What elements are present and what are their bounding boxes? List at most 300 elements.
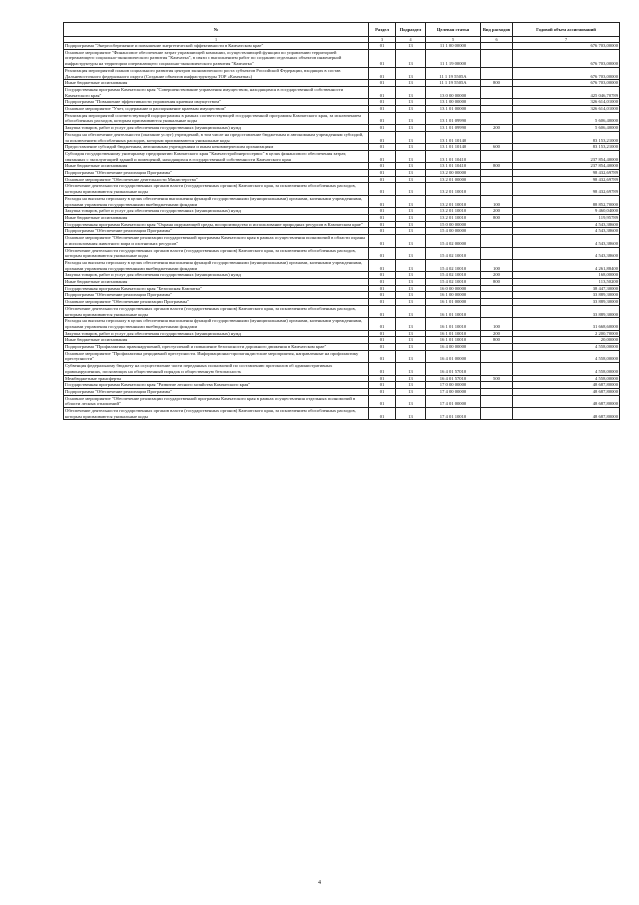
cell-name: Подпрограмма "Профилактика правонарушений, преступлений и повышение безопасности дорожного движения в Камчатском крае" [64, 344, 369, 351]
cell-target-article: 13 2 01 10010 [426, 195, 481, 207]
cell-amount: 4 558,00000 [513, 363, 620, 375]
cell-name: Расходы на выплаты персоналу в целях обеспечения выполнения функций государственными (муниципальными) органами, казенными учреждениями, органами управления государственными внебюджетными фондами [64, 318, 369, 330]
cell-podrazdel: 13 [396, 408, 426, 420]
cell-razdel: 01 [369, 170, 396, 177]
cell-expense-type [481, 395, 513, 407]
cell-amount: 2 200,70000 [513, 330, 620, 337]
cell-razdel: 01 [369, 106, 396, 113]
table-header-row [64, 23, 620, 37]
table-row [64, 99, 620, 106]
cell-name: Подпрограмма "Обеспечение реализации Программы" [64, 292, 369, 299]
table-row [64, 49, 620, 67]
cell-target-article: 13 1 01 10410 [426, 150, 481, 162]
column-number: 1 [64, 37, 369, 43]
header-podrazdel: Подраздел [396, 23, 426, 37]
cell-razdel: 01 [369, 344, 396, 351]
table-row [64, 195, 620, 207]
cell-expense-type [481, 49, 513, 67]
cell-name: Закупка товаров, работ и услуг для обеспечения государственных (муниципальных) нужд [64, 330, 369, 337]
cell-razdel: 01 [369, 67, 396, 79]
cell-razdel: 01 [369, 163, 396, 170]
cell-target-article: 13 0 00 00000 [426, 86, 481, 98]
cell-podrazdel: 13 [396, 195, 426, 207]
cell-podrazdel: 13 [396, 176, 426, 183]
cell-name: Подпрограмма "Энергосбережение и повышение энергетической эффективности в Камчатском крае" [64, 43, 369, 50]
cell-target-article: 16 1 01 10010 [426, 330, 481, 337]
cell-expense-type: 100 [481, 318, 513, 330]
cell-razdel: 01 [369, 318, 396, 330]
column-number: 3 [369, 37, 396, 43]
cell-razdel: 01 [369, 350, 396, 362]
cell-expense-type [481, 305, 513, 317]
cell-target-article: 13 1 00 00000 [426, 99, 481, 106]
table-row [64, 408, 620, 420]
cell-name: Основное мероприятие "Обеспечение деятельности Министерства" [64, 176, 369, 183]
cell-expense-type: 100 [481, 259, 513, 271]
cell-amount: 38 447,30000 [513, 285, 620, 292]
cell-target-article: 17 4 01 00000 [426, 395, 481, 407]
cell-razdel: 01 [369, 144, 396, 151]
cell-target-article: 17 0 00 00000 [426, 382, 481, 389]
cell-expense-type: 600 [481, 144, 513, 151]
table-row [64, 363, 620, 375]
cell-razdel: 01 [369, 408, 396, 420]
column-number: 7 [513, 37, 620, 43]
cell-amount: 237 854,40000 [513, 163, 620, 170]
cell-name: Обеспечение деятельности государственных органов власти (государственных органов) Камчатского края, за исключением обособленных расходов, которым присваиваются уникальные коды [64, 183, 369, 195]
cell-amount: 98 432,69789 [513, 183, 620, 195]
cell-expense-type [481, 150, 513, 162]
cell-razdel: 01 [369, 330, 396, 337]
cell-amount: 88 852,70000 [513, 195, 620, 207]
cell-amount: 33 889,30000 [513, 299, 620, 306]
cell-podrazdel: 13 [396, 183, 426, 195]
cell-name: Субвенция федеральному бюджету на осуществление части переданных полномочий по составлению протоколов об административных правонарушениях, посягающих на общественный порядок и общественную безопасность [64, 363, 369, 375]
cell-name: Обеспечение деятельности государственных органов власти (государственных органов) Камчатского края, за исключением обособленных расходов, которым присваиваются уникальные коды [64, 247, 369, 259]
budget-table [63, 22, 620, 420]
cell-name: Предоставление субсидий бюджетным, автономным учреждениям и иным некоммерческим организациям [64, 144, 369, 151]
cell-name: Подпрограмма "Обеспечение реализации Программы" [64, 170, 369, 177]
cell-expense-type [481, 112, 513, 124]
table-row [64, 106, 620, 113]
cell-podrazdel: 13 [396, 125, 426, 132]
cell-target-article: 13 2 01 10010 [426, 208, 481, 215]
table-row [64, 395, 620, 407]
cell-amount: 676 703,00000 [513, 67, 620, 79]
cell-name: Государственная программа Камчатского края "Развитие лесного хозяйства Камчатского края" [64, 382, 369, 389]
table-row [64, 163, 620, 170]
cell-expense-type [481, 350, 513, 362]
cell-name: Расходы на обеспечение деятельности (оказание услуг) учреждений, в том числе на предоставление бюджетным и автономным учреждениям субсидий, за исключением обособленных расходов, которым присваиваются уникальные коды [64, 131, 369, 143]
cell-name: Иные бюджетные ассигнования [64, 337, 369, 344]
cell-expense-type [481, 292, 513, 299]
cell-target-article: 13 2 01 00000 [426, 176, 481, 183]
cell-expense-type [481, 299, 513, 306]
cell-razdel: 01 [369, 363, 396, 375]
cell-name: Закупка товаров, работ и услуг для обеспечения государственных (муниципальных) нужд [64, 125, 369, 132]
cell-expense-type [481, 247, 513, 259]
table-row [64, 382, 620, 389]
cell-target-article: 13 1 01 10410 [426, 163, 481, 170]
cell-target-article: 15 4 02 10010 [426, 272, 481, 279]
cell-razdel: 01 [369, 125, 396, 132]
cell-podrazdel: 13 [396, 235, 426, 247]
cell-razdel: 01 [369, 382, 396, 389]
cell-target-article: 16 0 00 00000 [426, 285, 481, 292]
header-expense-type: Вид расходов [481, 23, 513, 37]
cell-name: Основное мероприятие "Обеспечение реализации Программы" [64, 299, 369, 306]
cell-podrazdel: 13 [396, 131, 426, 143]
cell-expense-type: 200 [481, 272, 513, 279]
cell-podrazdel: 13 [396, 247, 426, 259]
cell-podrazdel: 13 [396, 150, 426, 162]
cell-razdel: 01 [369, 235, 396, 247]
cell-expense-type: 800 [481, 163, 513, 170]
table-row [64, 279, 620, 286]
cell-target-article: 17 4 00 00000 [426, 388, 481, 395]
cell-razdel: 01 [369, 228, 396, 235]
cell-target-article: 16 1 01 10010 [426, 318, 481, 330]
cell-target-article: 13 2 00 00000 [426, 170, 481, 177]
header-razdel: Раздел [369, 23, 396, 37]
cell-razdel: 01 [369, 221, 396, 228]
cell-amount: 4 543,38600 [513, 247, 620, 259]
cell-expense-type: 800 [481, 214, 513, 221]
cell-razdel: 01 [369, 375, 396, 382]
cell-target-article: 15 0 00 00000 [426, 221, 481, 228]
cell-expense-type [481, 408, 513, 420]
cell-target-article: 16 1 01 00000 [426, 299, 481, 306]
cell-podrazdel: 13 [396, 259, 426, 271]
cell-podrazdel: 13 [396, 163, 426, 170]
cell-name: Иные бюджетные ассигнования [64, 163, 369, 170]
cell-podrazdel: 13 [396, 382, 426, 389]
cell-razdel: 01 [369, 150, 396, 162]
cell-target-article: 16 1 01 10010 [426, 305, 481, 317]
cell-razdel: 01 [369, 259, 396, 271]
table-row [64, 170, 620, 177]
cell-amount: 83 153,21000 [513, 131, 620, 143]
cell-razdel: 01 [369, 337, 396, 344]
cell-target-article: 11 1 19 5505A [426, 67, 481, 79]
cell-amount: 4 261,88400 [513, 259, 620, 271]
cell-razdel: 01 [369, 272, 396, 279]
cell-target-article: 16 1 00 00000 [426, 292, 481, 299]
table-body [64, 43, 620, 420]
cell-amount: 33 889,30000 [513, 292, 620, 299]
cell-expense-type [481, 131, 513, 143]
cell-podrazdel: 13 [396, 221, 426, 228]
cell-name: Закупка товаров, работ и услуг для обеспечения государственных (муниципальных) нужд [64, 208, 369, 215]
table-row [64, 292, 620, 299]
cell-podrazdel: 13 [396, 318, 426, 330]
cell-name: Основное мероприятие "Обеспечение реализации государственной программы Камчатского края в рамках осуществления отдельных полномочий в области лесных отношений" [64, 395, 369, 407]
cell-amount: 98 432,69789 [513, 170, 620, 177]
cell-expense-type: 100 [481, 195, 513, 207]
cell-podrazdel: 13 [396, 285, 426, 292]
cell-amount: 676 703,00000 [513, 49, 620, 67]
cell-amount: 4 558,00000 [513, 350, 620, 362]
cell-podrazdel: 13 [396, 99, 426, 106]
cell-expense-type [481, 221, 513, 228]
table-row [64, 208, 620, 215]
cell-razdel: 01 [369, 247, 396, 259]
cell-razdel: 01 [369, 176, 396, 183]
cell-expense-type: 200 [481, 125, 513, 132]
cell-podrazdel: 13 [396, 330, 426, 337]
cell-name: Расходы на выплаты персоналу в целях обеспечения выполнения функций государственными (муниципальными) органами, казенными учреждениями, органами управления государственными внебюджетными фондами [64, 195, 369, 207]
cell-target-article: 16 4 00 00000 [426, 344, 481, 351]
cell-expense-type [481, 183, 513, 195]
cell-amount: 4 543,38600 [513, 221, 620, 228]
cell-name: Реализация мероприятий соответствующей подпрограммы в рамках соответствующей государственной программы Камчатского края, за исключением обособленных расходов, которым присваиваются уникальные коды [64, 112, 369, 124]
cell-expense-type [481, 363, 513, 375]
table-row [64, 150, 620, 162]
cell-amount: 9 460,04000 [513, 208, 620, 215]
cell-podrazdel: 13 [396, 80, 426, 87]
cell-name: Обеспечение деятельности государственных органов власти (государственных органов) Камчатского края, за исключением обособленных расходов, которым присваиваются уникальные коды [64, 408, 369, 420]
cell-target-article: 15 4 00 00000 [426, 228, 481, 235]
cell-name: Основное мероприятие "Финансовое обеспечение затрат управляющей компании, осуществляющей функции по управлению территорией опережающего социально-экономического развития "Камчатка", в связи с выполнением работ по созданию отдельных объектов инженерной инфраструктуры на территории опережающего социально-экономического развития "Камчатка" [64, 49, 369, 67]
table-row [64, 112, 620, 124]
cell-expense-type [481, 106, 513, 113]
cell-target-article: 16 4 01 57010 [426, 375, 481, 382]
cell-razdel: 01 [369, 195, 396, 207]
cell-podrazdel: 13 [396, 272, 426, 279]
header-target-article: Целевая статья [426, 23, 481, 37]
cell-amount: 425 046,70789 [513, 86, 620, 98]
cell-amount: 119,95789 [513, 214, 620, 221]
cell-name: Государственная программа Камчатского края "Совершенствование управления имуществом, находящимся в государственной собственности Камчатского края" [64, 86, 369, 98]
cell-podrazdel: 13 [396, 292, 426, 299]
cell-amount: 83 153,21000 [513, 144, 620, 151]
table-row [64, 86, 620, 98]
cell-name: Межбюджетные трансферты [64, 375, 369, 382]
cell-name: Подпрограмма "Повышение эффективности управления краевым имуществом" [64, 99, 369, 106]
cell-expense-type [481, 170, 513, 177]
table-row [64, 176, 620, 183]
cell-expense-type [481, 235, 513, 247]
cell-razdel: 01 [369, 388, 396, 395]
cell-amount: 326 614,01000 [513, 106, 620, 113]
cell-name: Подпрограмма "Обеспечение реализации Программы" [64, 388, 369, 395]
cell-amount: 113,50200 [513, 279, 620, 286]
cell-expense-type: 500 [481, 375, 513, 382]
column-number: 5 [426, 37, 481, 43]
cell-name: Закупка товаров, работ и услуг для обеспечения государственных (муниципальных) нужд [64, 272, 369, 279]
table-row [64, 43, 620, 50]
cell-amount: 5 606,40000 [513, 112, 620, 124]
cell-target-article: 17 4 01 10010 [426, 408, 481, 420]
cell-amount: 48 687,80000 [513, 382, 620, 389]
cell-target-article: 15 4 02 10010 [426, 259, 481, 271]
cell-target-article: 16 4 01 57010 [426, 363, 481, 375]
cell-target-article: 13 1 01 09990 [426, 112, 481, 124]
cell-name: Государственная программа Камчатского края "Безопасная Камчатка" [64, 285, 369, 292]
cell-podrazdel: 13 [396, 305, 426, 317]
column-number: 4 [396, 37, 426, 43]
cell-razdel: 01 [369, 99, 396, 106]
cell-target-article: 13 1 01 10140 [426, 131, 481, 143]
cell-razdel: 01 [369, 49, 396, 67]
cell-target-article: 16 1 01 10010 [426, 337, 481, 344]
cell-podrazdel: 13 [396, 344, 426, 351]
cell-podrazdel: 13 [396, 43, 426, 50]
table-row [64, 144, 620, 151]
table-row [64, 80, 620, 87]
cell-razdel: 01 [369, 80, 396, 87]
cell-podrazdel: 13 [396, 86, 426, 98]
cell-target-article: 13 1 01 09990 [426, 125, 481, 132]
cell-target-article: 13 1 01 00000 [426, 106, 481, 113]
table-row [64, 285, 620, 292]
cell-amount: 237 854,40000 [513, 150, 620, 162]
cell-amount: 48 687,80000 [513, 408, 620, 420]
cell-name: Иные бюджетные ассигнования [64, 279, 369, 286]
cell-name: Подпрограмма "Обеспечение реализации Программы" [64, 228, 369, 235]
cell-podrazdel: 13 [396, 337, 426, 344]
table-row [64, 318, 620, 330]
cell-amount: 5 606,40000 [513, 125, 620, 132]
table-row [64, 214, 620, 221]
cell-name: Основное мероприятие "Учет, содержание и распоряжение краевым имуществом" [64, 106, 369, 113]
cell-expense-type [481, 388, 513, 395]
cell-podrazdel: 13 [396, 350, 426, 362]
cell-razdel: 01 [369, 279, 396, 286]
cell-amount: 326 614,01000 [513, 99, 620, 106]
cell-razdel: 01 [369, 43, 396, 50]
column-number: 6 [481, 37, 513, 43]
cell-target-article: 13 2 01 10010 [426, 214, 481, 221]
cell-name: Основное мероприятие "Обеспечение реализации государственной программы Камчатского края в рамках осуществления полномочий в области охраны и использования животного мира и охотничьих ресурсов" [64, 235, 369, 247]
cell-target-article: 11 1 19 00000 [426, 49, 481, 67]
cell-podrazdel: 13 [396, 112, 426, 124]
cell-name: Основное мероприятие "Профилактика рецидивной преступности. Информационно-пропагандистские мероприятия, направленные на профилактику преступности" [64, 350, 369, 362]
cell-expense-type [481, 43, 513, 50]
cell-podrazdel: 13 [396, 388, 426, 395]
cell-podrazdel: 13 [396, 208, 426, 215]
cell-amount: 168,00000 [513, 272, 620, 279]
table-row [64, 67, 620, 79]
cell-podrazdel: 13 [396, 49, 426, 67]
table-row [64, 344, 620, 351]
cell-name: Государственная программа Камчатского края "Охрана окружающей среды, воспроизводство и использование природных ресурсов в Камчатском крае" [64, 221, 369, 228]
cell-razdel: 01 [369, 112, 396, 124]
cell-amount: 4 543,38600 [513, 228, 620, 235]
cell-razdel: 01 [369, 183, 396, 195]
cell-amount: 33 889,30000 [513, 305, 620, 317]
cell-expense-type [481, 67, 513, 79]
cell-podrazdel: 13 [396, 144, 426, 151]
cell-razdel: 01 [369, 131, 396, 143]
cell-amount: 4 558,00000 [513, 375, 620, 382]
cell-target-article: 11 1 19 5505A [426, 80, 481, 87]
cell-podrazdel: 13 [396, 228, 426, 235]
cell-expense-type: 200 [481, 208, 513, 215]
cell-name: Субсидия государственному унитарному предприятию Камчатского края "Камчатстройэнергосервис" в целях финансового обеспечения затрат, связанных с эксплуатацией зданий и помещений, находящихся в государственной собственности Камчатского края [64, 150, 369, 162]
cell-amount: 4 558,00000 [513, 344, 620, 351]
cell-name: Иные бюджетные ассигнования [64, 214, 369, 221]
cell-target-article: 13 2 01 10010 [426, 183, 481, 195]
cell-name: Расходы на выплаты персоналу в целях обеспечения выполнения функций государственными (муниципальными) органами, казенными учреждениями, органами управления государственными внебюджетными фондами [64, 259, 369, 271]
table-row [64, 299, 620, 306]
cell-amount: 20,00000 [513, 337, 620, 344]
cell-amount: 98 432,69789 [513, 176, 620, 183]
cell-target-article: 11 1 00 00000 [426, 43, 481, 50]
cell-name: Обеспечение деятельности государственных органов власти (государственных органов) Камчатского края, за исключением обособленных расходов, которым присваиваются уникальные коды [64, 305, 369, 317]
table-row [64, 221, 620, 228]
cell-target-article: 15 4 02 00000 [426, 235, 481, 247]
cell-podrazdel: 13 [396, 299, 426, 306]
cell-amount: 48 687,80000 [513, 388, 620, 395]
cell-razdel: 01 [369, 299, 396, 306]
table-row [64, 125, 620, 132]
table-row [64, 228, 620, 235]
cell-expense-type [481, 382, 513, 389]
table-row [64, 375, 620, 382]
header-name: № [64, 23, 369, 37]
cell-amount: 676 703,00000 [513, 80, 620, 87]
table-row [64, 337, 620, 344]
table-row [64, 272, 620, 279]
cell-amount: 676 703,00000 [513, 43, 620, 50]
cell-razdel: 01 [369, 305, 396, 317]
cell-name: Иные бюджетные ассигнования [64, 80, 369, 87]
table-row [64, 350, 620, 362]
cell-razdel: 01 [369, 86, 396, 98]
cell-expense-type: 800 [481, 80, 513, 87]
cell-expense-type [481, 176, 513, 183]
cell-amount: 31 668,60000 [513, 318, 620, 330]
cell-expense-type: 200 [481, 330, 513, 337]
cell-razdel: 01 [369, 292, 396, 299]
cell-razdel: 01 [369, 214, 396, 221]
cell-expense-type [481, 86, 513, 98]
cell-podrazdel: 13 [396, 214, 426, 221]
cell-razdel: 01 [369, 208, 396, 215]
page-number: 4 [318, 880, 321, 886]
cell-target-article: 13 1 01 10140 [426, 144, 481, 151]
cell-expense-type [481, 344, 513, 351]
table-row [64, 235, 620, 247]
table-row [64, 259, 620, 271]
cell-podrazdel: 13 [396, 363, 426, 375]
cell-razdel: 01 [369, 395, 396, 407]
cell-target-article: 15 4 02 10010 [426, 279, 481, 286]
cell-razdel: 01 [369, 285, 396, 292]
cell-expense-type: 800 [481, 279, 513, 286]
cell-amount: 48 687,80000 [513, 395, 620, 407]
cell-expense-type [481, 228, 513, 235]
table-row [64, 131, 620, 143]
cell-podrazdel: 13 [396, 106, 426, 113]
table-row [64, 305, 620, 317]
cell-podrazdel: 13 [396, 375, 426, 382]
table-row [64, 388, 620, 395]
cell-podrazdel: 13 [396, 279, 426, 286]
cell-podrazdel: 13 [396, 395, 426, 407]
cell-podrazdel: 13 [396, 170, 426, 177]
table-row [64, 330, 620, 337]
cell-podrazdel: 13 [396, 67, 426, 79]
cell-target-article: 16 4 01 00000 [426, 350, 481, 362]
cell-amount: 4 543,38600 [513, 235, 620, 247]
cell-name: Реализация мероприятий планов социального развития центров экономического роста субъектов Российской Федерации, входящих в состав Дальневосточного федерального округа (Создание объектов инфраструктуры ТОР «Камчатка») [64, 67, 369, 79]
cell-expense-type: 800 [481, 337, 513, 344]
header-annual-volume: Годовой объем ассигнований [513, 23, 620, 37]
cell-expense-type [481, 285, 513, 292]
table-row [64, 247, 620, 259]
